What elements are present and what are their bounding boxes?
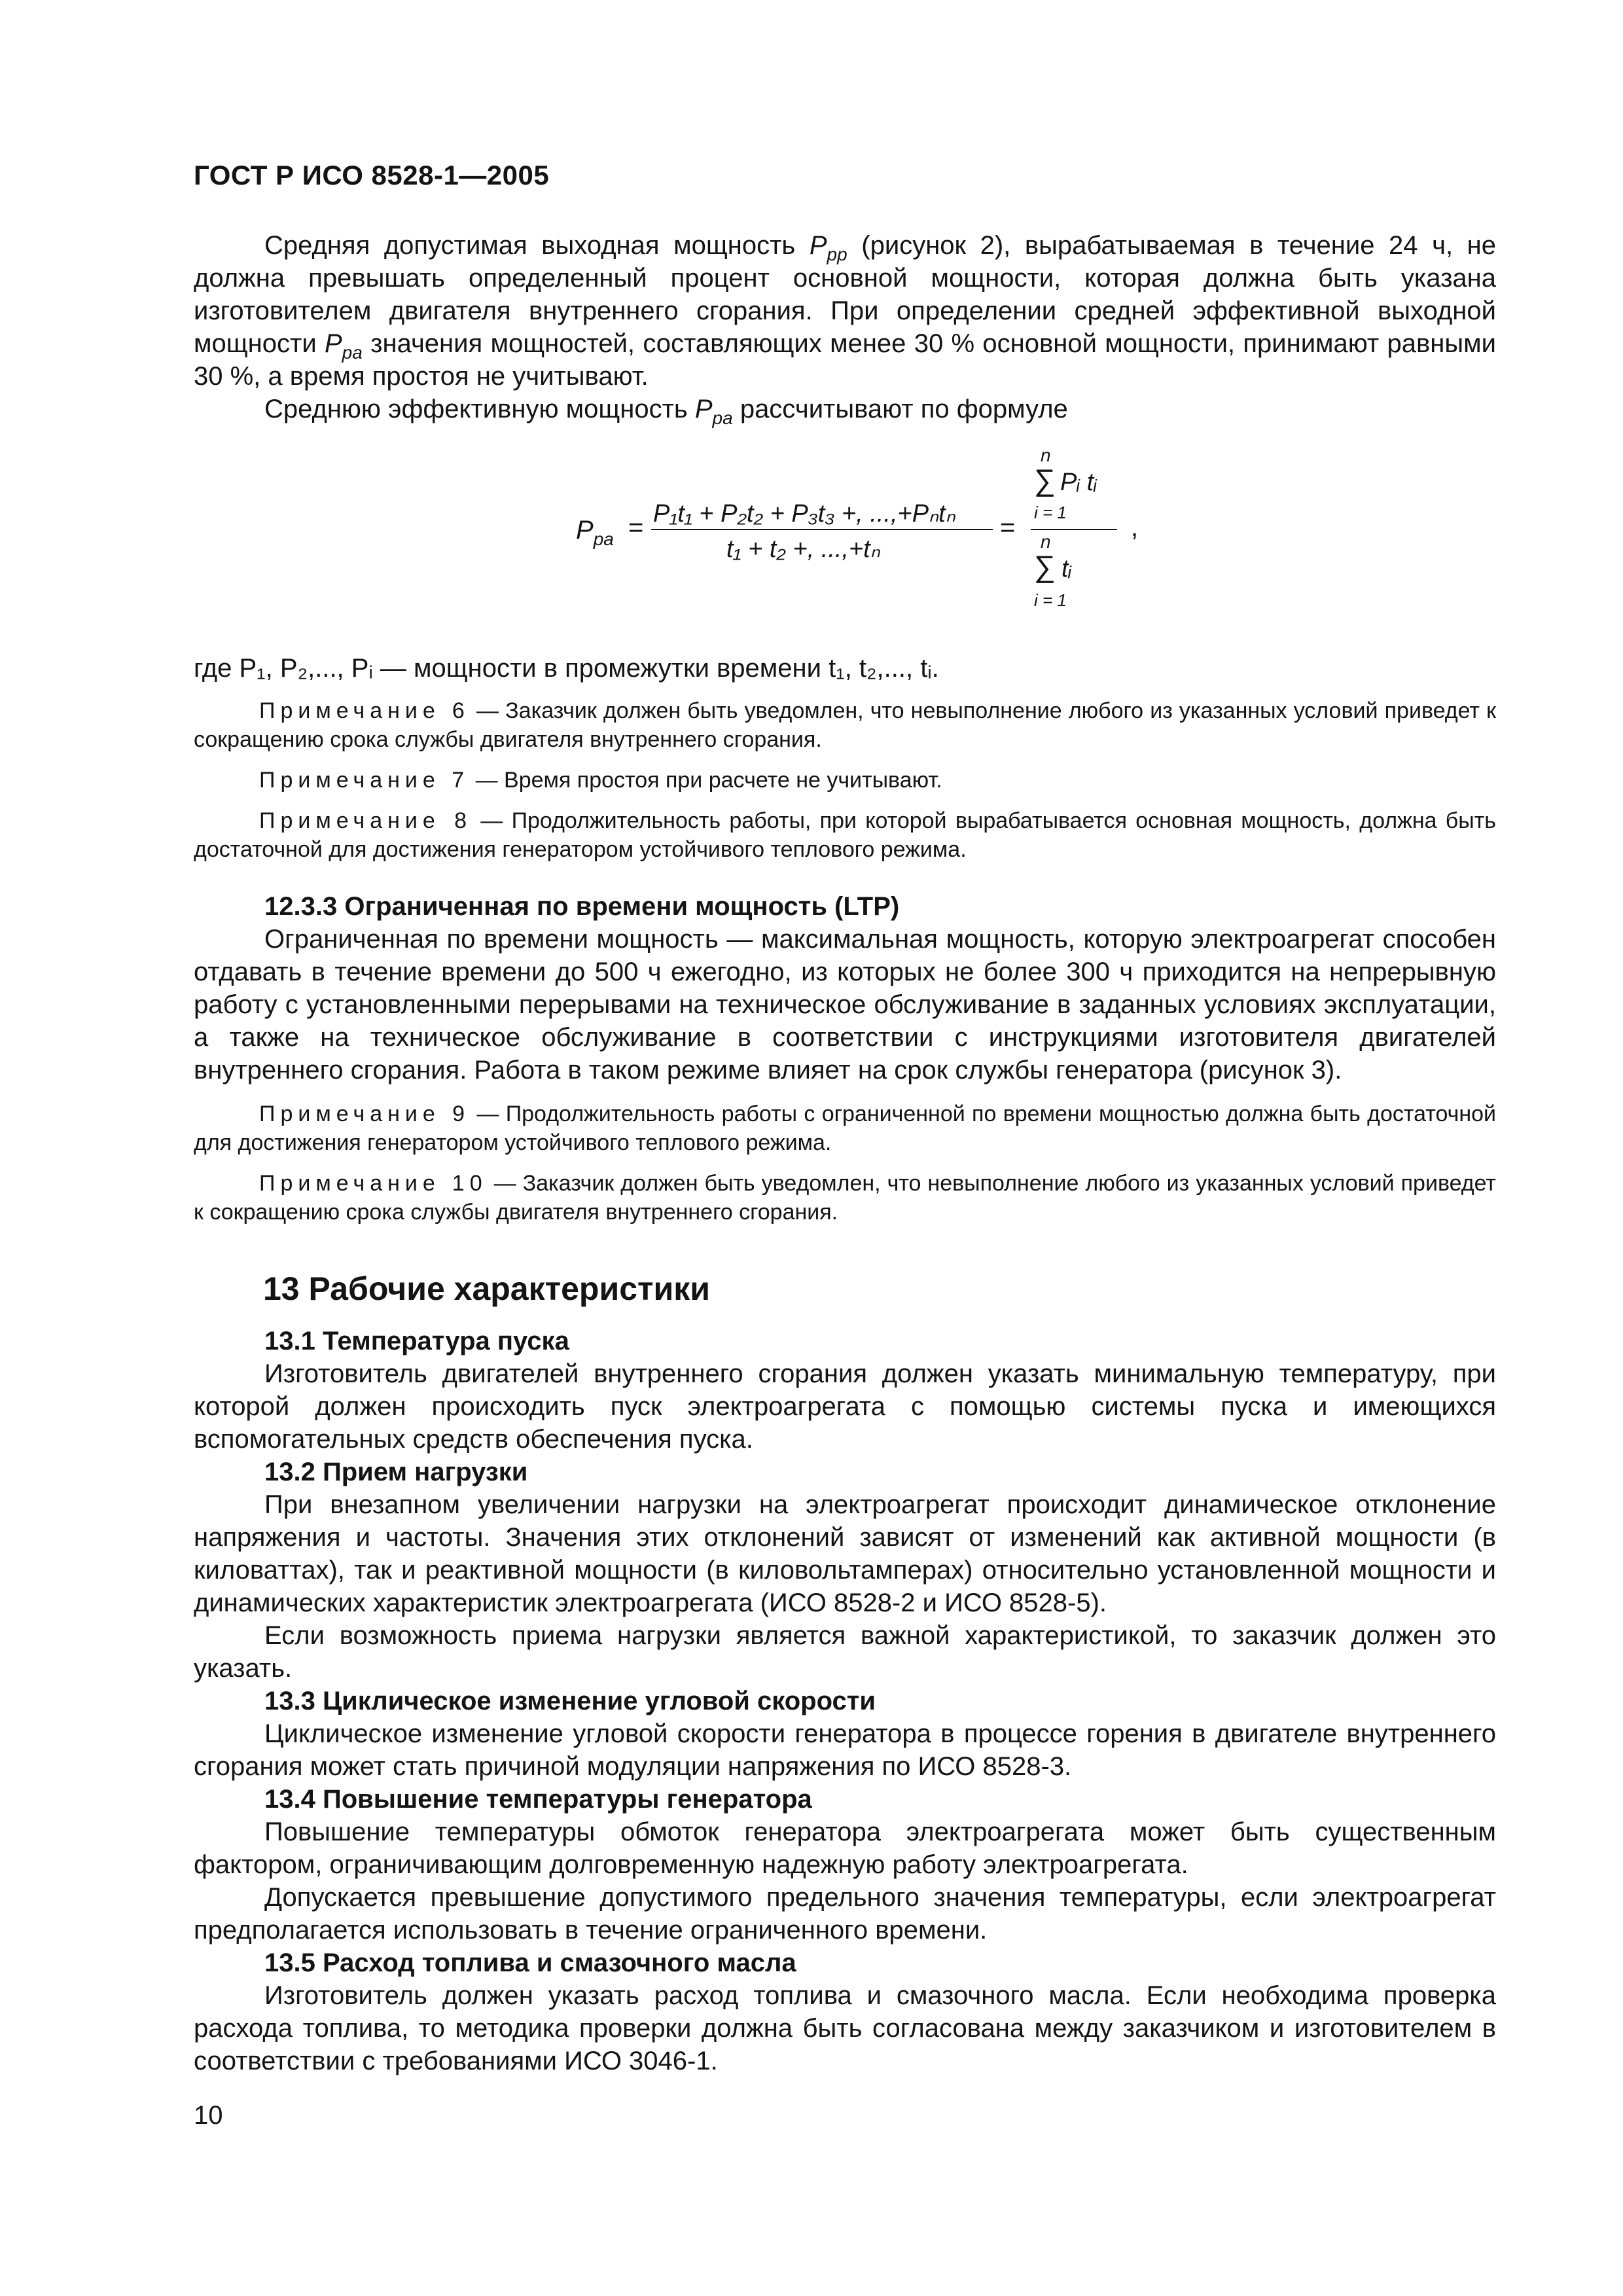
formula-intro: Среднюю эффективную мощность $P_{pa}$ рассчитывают по формуле — [264, 395, 1068, 428]
subsection-13-4-heading: 13.4 Повышение температуры генератора — [264, 1785, 812, 1814]
note-6: Примечание 6 — Заказчик должен быть уведомлен, что невыполнение любого из указанных условий приведет к сокращению срока службы двигателя внутреннего сгорания. — [194, 698, 1496, 752]
subsection-13-3-heading: 13.3 Циклическое изменение угловой скорости — [264, 1687, 876, 1715]
note-8: Примечание 8 — Продолжительность работы, при которой вырабатывается основная мощность, должна быть достаточной для достижения генератором устойчивого теплового режима. — [194, 808, 1496, 862]
subsection-13-2-text: При внезапном увеличении нагрузки на электроагрегат происходит динамическое отклонение напряжения и частоты. Значения этих отклонений зависят от изменений как активной мощности (в киловаттах), так и реактивной мощности (в киловольтамперах) относительно установленной мощности и динамических характеристик электроагрегата (ИСО 8528-2 и ИСО 8528-5). — [194, 1490, 1496, 1617]
subsection-13-3-text: Циклическое изменение угловой скорости генератора в процессе горения в двигателе внутреннего сгорания может стать причиной модуляции напряжения по ИСО 8528-3. — [194, 1719, 1496, 1781]
document-header: ГОСТ Р ИСО 8528-1—2005 — [194, 160, 550, 190]
section-12-3-3-text: Ограниченная по времени мощность — максимальная мощность, которую электроагрегат способен отдавать в течение времени до 500 ч ежегодно, из которых не более 300 ч приходится на непрерывную работу с установленными перерывами на техническое обслуживание в заданных условиях эксплуатации, а также на техническое обслуживание в соответствии с инструкциями изготовителя двигателей внутреннего сгорания. Работа в таком режиме влияет на срок службы генератора (рисунок 3). — [194, 925, 1496, 1085]
subsection-13-5-text: Изготовитель должен указать расход топлива и смазочного масла. Если необходима проверка расхода топлива, то методика проверки должна быть согласована между заказчиком и изготовителем в соответствии с требованиями ИСО 3046-1. — [194, 1981, 1496, 2075]
subsection-13-2-heading: 13.2 Прием нагрузки — [264, 1458, 528, 1486]
subsection-13-2-text-2: Если возможность приема нагрузки является важной характеристикой, то заказчик должен это указать. — [194, 1621, 1496, 1683]
intro-block — [194, 229, 1496, 428]
section-12-3-3-heading: 12.3.3 Ограниченная по времени мощность (LTP) — [264, 892, 900, 921]
section-13-body — [194, 1325, 1496, 2077]
formula-equals: = — [628, 513, 644, 542]
formula-lhs: $P_{pa}$ — [576, 516, 614, 549]
formula-equals-2: = — [1000, 513, 1016, 542]
mean-power-formula: $P_{pa}$ = P₁t₁ + P₂t₂ + P₃t₃ +, ...,+Pₙtₙ t₁ + t₂ +, ...,+tₙ = n ∑ Pᵢ tᵢ i = 1 n ∑ tᵢ i = 1 , — [576, 445, 1139, 610]
subsection-13-1-text: Изготовитель двигателей внутреннего сгорания должен указать минимальную температуру, при которой должен происходить пуск электроагрегата с помощью системы пуска и имеющихся вспомогательных средств обеспечения пуска. — [194, 1359, 1496, 1454]
summation-icon: ∑ — [1034, 463, 1056, 497]
note-10: Примечание 10 — Заказчик должен быть уведомлен, что невыполнение любого из указанных условий приведет к сокращению срока службы двигателя внутреннего сгорания. — [194, 1171, 1496, 1225]
formula-numerator: P₁t₁ + P₂t₂ + P₃t₃ +, ...,+Pₙtₙ — [653, 500, 955, 528]
subsection-13-5-heading: 13.5 Расход топлива и смазочного масла — [264, 1948, 796, 1977]
body-block-1 — [194, 652, 1496, 1227]
subsection-13-4-text: Повышение температуры обмоток генератора электроагрегата может быть существенным фактором, ограничивающим долговременную надежную работу электроагрегата. — [194, 1818, 1496, 1879]
section-13-title: 13 Рабочие характеристики — [263, 1270, 711, 1307]
note-7: Примечание 7 — Время простоя при расчете не учитывают. — [259, 768, 942, 793]
page-number: 10 — [194, 2101, 223, 2130]
formula-denominator: t₁ + t₂ +, ...,+tₙ — [726, 535, 880, 563]
note-9: Примечание 9 — Продолжительность работы с ограниченной по времени мощностью должна быть достаточной для достижения генератором устойчивого теплового режима. — [194, 1102, 1496, 1155]
fraction-bar-2 — [1031, 529, 1117, 530]
subsection-13-4-text-2: Допускается превышение допустимого предельного значения температуры, если электроагрегат предполагается использовать в течение ограниченного времени. — [194, 1883, 1496, 1945]
where-line: где P₁, P₂,..., Pᵢ — мощности в промежутки времени t₁, t₂,..., tᵢ. — [194, 654, 939, 683]
fraction-bar — [651, 529, 993, 530]
summation-icon-2: ∑ — [1034, 549, 1056, 583]
intro-paragraph: Средняя допустимая выходная мощность $P_{pp}$ (рисунок 2), вырабатываемая в течение 24 ч, не должна превышать определенный процент основной мощности, которая должна быть указана изготовителем двигателя внутреннего сгорания. При определении средней эффективной выходной мощности $P_{pa}$ значения мощностей, составляющих менее 30 % основной мощности, принимают равными 30 %, а время простоя не учитывают. — [194, 231, 1496, 391]
subsection-13-1-heading: 13.1 Температура пуска — [264, 1327, 569, 1355]
